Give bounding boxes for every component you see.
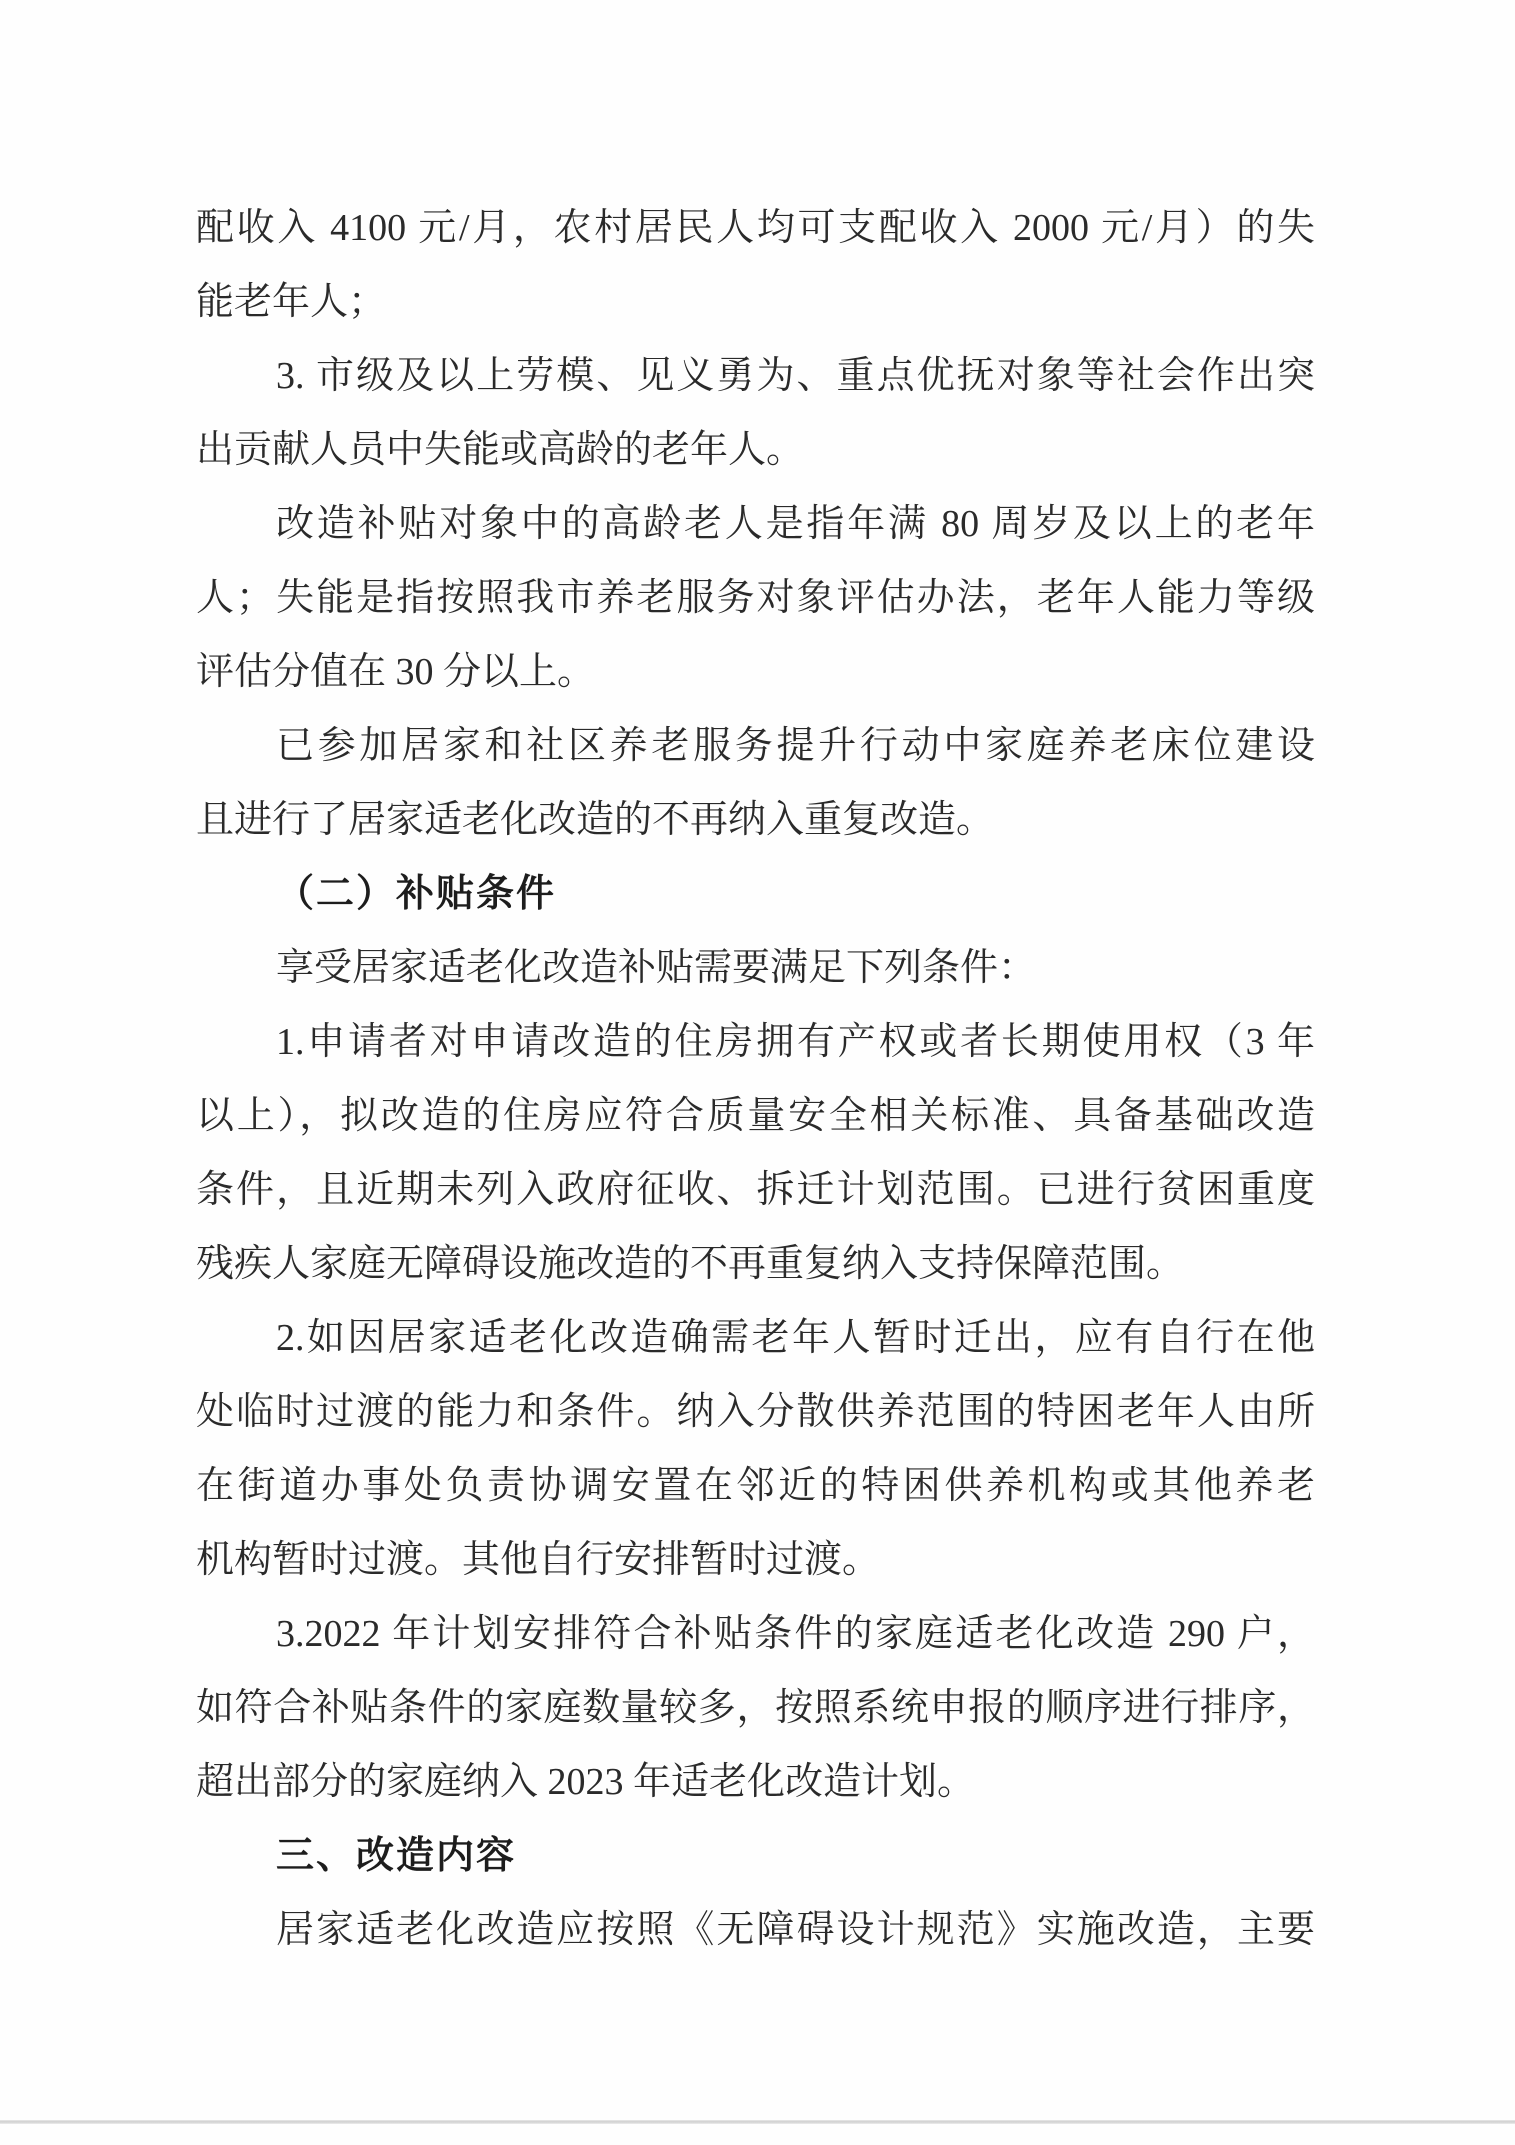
- text-line: 评估分值在 30 分以上。: [196, 651, 596, 693]
- text-line: 3. 市级及以上劳模、见义勇为、重点优抚对象等社会作出突: [276, 355, 1315, 397]
- text-line: 在街道办事处负责协调安置在邻近的特困供养机构或其他养老: [196, 1465, 1315, 1507]
- text-line: 以上），拟改造的住房应符合质量安全相关标准、具备基础改造: [196, 1095, 1315, 1137]
- section-heading: 三、改造内容: [276, 1835, 517, 1877]
- text-line: 出贡献人员中失能或高龄的老年人。: [196, 429, 805, 471]
- page-bottom-scan-edge: [0, 2120, 1515, 2124]
- text-line: 2.如因居家适老化改造确需老年人暂时迁出，应有自行在他: [276, 1317, 1315, 1359]
- text-line: 且进行了居家适老化改造的不再纳入重复改造。: [196, 799, 995, 841]
- text-line: 3.2022 年计划安排符合补贴条件的家庭适老化改造 290 户，: [276, 1613, 1315, 1655]
- text-line: 条件，且近期未列入政府征收、拆迁计划范围。已进行贫困重度: [196, 1169, 1315, 1211]
- text-line: 已参加居家和社区养老服务提升行动中家庭养老床位建设: [276, 725, 1315, 767]
- text-line: 机构暂时过渡。其他自行安排暂时过渡。: [196, 1539, 881, 1581]
- text-line: 改造补贴对象中的高龄老人是指年满 80 周岁及以上的老年: [276, 503, 1315, 545]
- section-heading: （二）补贴条件: [276, 873, 557, 915]
- text-line: 享受居家适老化改造补贴需要满足下列条件：: [276, 947, 1037, 989]
- text-line: 能老年人；: [196, 281, 387, 323]
- text-line: 1.申请者对申请改造的住房拥有产权或者长期使用权（3 年: [276, 1021, 1315, 1063]
- text-line: 配收入 4100 元/月，农村居民人均可支配收入 2000 元/月）的失: [196, 207, 1315, 249]
- text-line: 人；失能是指按照我市养老服务对象评估办法，老年人能力等级: [196, 577, 1315, 619]
- text-line: 超出部分的家庭纳入 2023 年适老化改造计划。: [196, 1761, 976, 1803]
- text-line: 如符合补贴条件的家庭数量较多，按照系统申报的顺序进行排序，: [196, 1687, 1315, 1729]
- text-line: 居家适老化改造应按照《无障碍设计规范》实施改造，主要: [276, 1909, 1315, 1951]
- text-line: 处临时过渡的能力和条件。纳入分散供养范围的特困老年人由所: [196, 1391, 1315, 1433]
- document-text-block: [196, 0, 1315, 1967]
- text-line: 残疾人家庭无障碍设施改造的不再重复纳入支持保障范围。: [196, 1243, 1185, 1285]
